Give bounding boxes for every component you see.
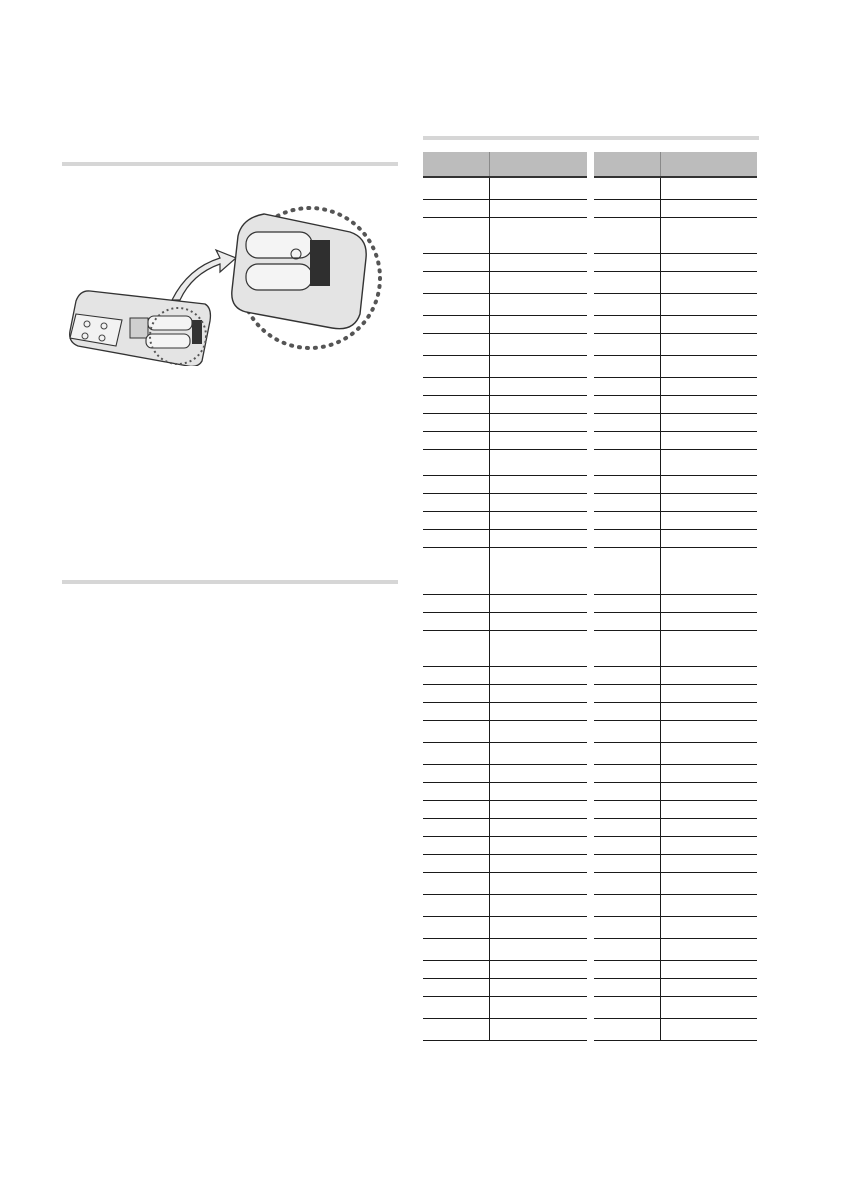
table-cell [594, 612, 661, 630]
table-row [594, 431, 757, 449]
table-cell [423, 764, 490, 782]
table-cell [661, 630, 758, 666]
table-cell [490, 836, 588, 854]
table-cell [594, 630, 661, 666]
table-cell [423, 872, 490, 894]
table-row [594, 377, 757, 395]
table-row [594, 395, 757, 413]
table-row [594, 177, 757, 199]
table-cell [661, 818, 758, 836]
table-cell [661, 271, 758, 293]
code-table-left [423, 152, 587, 1041]
table-cell [661, 511, 758, 529]
table-cell [423, 854, 490, 872]
table-cell [490, 293, 588, 315]
table-row [594, 684, 757, 702]
table-cell [423, 395, 490, 413]
table-row [594, 315, 757, 333]
table-row [423, 684, 587, 702]
table-cell [661, 449, 758, 475]
table-cell [594, 764, 661, 782]
zoomed-battery-compartment [232, 208, 380, 348]
table-cell [490, 529, 588, 547]
table-cell [490, 630, 588, 666]
table-row [594, 702, 757, 720]
table-cell [423, 413, 490, 431]
table-cell [490, 612, 588, 630]
table-row [423, 666, 587, 684]
table-row [423, 199, 587, 217]
table-row [594, 511, 757, 529]
table-cell [423, 800, 490, 818]
table-row [594, 872, 757, 894]
table-cell [490, 702, 588, 720]
table-row [423, 894, 587, 916]
table-row [423, 630, 587, 666]
table-cell [490, 253, 588, 271]
table-row [594, 413, 757, 431]
table-row [423, 764, 587, 782]
table-cell [661, 431, 758, 449]
table-cell [594, 177, 661, 199]
table-cell [423, 547, 490, 594]
table-row [594, 720, 757, 742]
table-cell [594, 836, 661, 854]
table-cell [661, 960, 758, 978]
table-cell [594, 315, 661, 333]
table-cell [661, 217, 758, 253]
table-cell [661, 764, 758, 782]
table-cell [594, 271, 661, 293]
table-row [594, 612, 757, 630]
table-cell [490, 355, 588, 377]
table-cell [423, 377, 490, 395]
table-cell [661, 594, 758, 612]
table-cell [423, 333, 490, 355]
table-cell [594, 720, 661, 742]
table-row [423, 431, 587, 449]
table-cell [423, 431, 490, 449]
table-cell [661, 702, 758, 720]
table-header-cell [490, 152, 588, 177]
table-row [594, 333, 757, 355]
table-cell [594, 511, 661, 529]
table-row [423, 594, 587, 612]
table-row [594, 854, 757, 872]
table-cell [423, 449, 490, 475]
table-row [594, 271, 757, 293]
table-row [594, 742, 757, 764]
table-cell [423, 996, 490, 1018]
table-row [594, 217, 757, 253]
table-row [594, 475, 757, 493]
table-row [423, 333, 587, 355]
table-row [594, 666, 757, 684]
table-cell [661, 836, 758, 854]
table-cell [661, 355, 758, 377]
table-cell [594, 978, 661, 996]
table-cell [661, 684, 758, 702]
table-cell [661, 529, 758, 547]
table-row [594, 916, 757, 938]
table-row [423, 702, 587, 720]
table-cell [594, 938, 661, 960]
table-cell [661, 872, 758, 894]
table-cell [490, 377, 588, 395]
table-cell [490, 413, 588, 431]
table-row [423, 978, 587, 996]
table-cell [490, 199, 588, 217]
table-row [423, 493, 587, 511]
table-cell [594, 684, 661, 702]
table-row [594, 764, 757, 782]
table-cell [594, 355, 661, 377]
table-cell [423, 271, 490, 293]
table-cell [490, 333, 588, 355]
table-cell [490, 764, 588, 782]
table-cell [423, 253, 490, 271]
table-cell [661, 547, 758, 594]
table-cell [423, 612, 490, 630]
table-cell [661, 666, 758, 684]
table-cell [661, 612, 758, 630]
table-row [594, 782, 757, 800]
table-cell [594, 666, 661, 684]
table-cell [594, 872, 661, 894]
table-cell [594, 854, 661, 872]
table-row [594, 493, 757, 511]
table-row [594, 293, 757, 315]
table-cell [490, 720, 588, 742]
table-cell [661, 413, 758, 431]
table-row [423, 818, 587, 836]
table-cell [490, 431, 588, 449]
table-header-row [594, 152, 757, 177]
table-cell [490, 872, 588, 894]
table-cell [594, 547, 661, 594]
table-row [423, 377, 587, 395]
arrow-icon [172, 250, 236, 300]
table-cell [490, 475, 588, 493]
table-cell [661, 854, 758, 872]
table-row [423, 742, 587, 764]
table-cell [490, 996, 588, 1018]
table-cell [594, 960, 661, 978]
table-cell [490, 547, 588, 594]
table-cell [490, 493, 588, 511]
table-cell [423, 493, 490, 511]
table-cell [661, 377, 758, 395]
table-row [423, 449, 587, 475]
table-cell [490, 271, 588, 293]
table-row [423, 217, 587, 253]
table-cell [423, 529, 490, 547]
table-cell [490, 742, 588, 764]
table-row [594, 800, 757, 818]
table-row [594, 894, 757, 916]
table-row [423, 253, 587, 271]
table-row [423, 854, 587, 872]
table-cell [594, 702, 661, 720]
code-table-right [594, 152, 757, 1041]
table-cell [490, 916, 588, 938]
table-cell [423, 742, 490, 764]
table-cell [594, 333, 661, 355]
table-cell [594, 782, 661, 800]
table-row [423, 293, 587, 315]
table-row [594, 355, 757, 377]
table-cell [423, 475, 490, 493]
table-cell [423, 315, 490, 333]
table-row [423, 800, 587, 818]
table-row [594, 1018, 757, 1040]
table-cell [594, 293, 661, 315]
table-row [594, 449, 757, 475]
table-cell [490, 818, 588, 836]
table-row [423, 547, 587, 594]
table-cell [490, 978, 588, 996]
table-cell [423, 199, 490, 217]
table-cell [490, 177, 588, 199]
table-cell [423, 594, 490, 612]
table-cell [661, 978, 758, 996]
table-cell [423, 702, 490, 720]
table-row [594, 199, 757, 217]
table-cell [661, 894, 758, 916]
table-cell [423, 720, 490, 742]
table-row [594, 594, 757, 612]
table-cell [594, 894, 661, 916]
table-cell [661, 938, 758, 960]
table-cell [661, 315, 758, 333]
table-cell [490, 315, 588, 333]
table-cell [594, 916, 661, 938]
table-cell [661, 493, 758, 511]
table-cell [661, 782, 758, 800]
table-cell [490, 594, 588, 612]
table-cell [661, 253, 758, 271]
table-cell [490, 395, 588, 413]
table-header-cell [661, 152, 758, 177]
table-cell [490, 800, 588, 818]
table-cell [594, 377, 661, 395]
table-cell [594, 529, 661, 547]
table-row [594, 630, 757, 666]
table-cell [490, 854, 588, 872]
table-cell [423, 177, 490, 199]
table-cell [423, 894, 490, 916]
table-cell [490, 1018, 588, 1040]
table-row [594, 938, 757, 960]
table-cell [661, 720, 758, 742]
table-cell [594, 217, 661, 253]
table-cell [423, 684, 490, 702]
table-cell [490, 684, 588, 702]
table-cell [490, 894, 588, 916]
table-cell [490, 960, 588, 978]
table-cell [594, 431, 661, 449]
table-cell [594, 818, 661, 836]
table-cell [594, 253, 661, 271]
table-cell [423, 293, 490, 315]
table-cell [594, 493, 661, 511]
table-header-row [423, 152, 587, 177]
table-cell [594, 594, 661, 612]
table-row [594, 547, 757, 594]
table-cell [594, 800, 661, 818]
table-row [423, 996, 587, 1018]
table-row [423, 413, 587, 431]
table-cell [661, 475, 758, 493]
table-cell [423, 511, 490, 529]
table-cell [423, 916, 490, 938]
table-row [423, 836, 587, 854]
table-row [594, 253, 757, 271]
table-row [423, 1018, 587, 1040]
table-row [423, 177, 587, 199]
table-cell [423, 630, 490, 666]
table-row [594, 529, 757, 547]
table-row [423, 720, 587, 742]
table-cell [423, 1018, 490, 1040]
table-header-cell [594, 152, 661, 177]
table-cell [661, 916, 758, 938]
table-row [594, 836, 757, 854]
table-cell [423, 355, 490, 377]
table-cell [490, 782, 588, 800]
table-cell [423, 978, 490, 996]
table-row [423, 782, 587, 800]
table-cell [423, 782, 490, 800]
table-header-cell [423, 152, 490, 177]
table-row [423, 938, 587, 960]
section-divider-top [62, 162, 398, 166]
table-cell [661, 996, 758, 1018]
table-row [423, 395, 587, 413]
table-row [423, 916, 587, 938]
table-cell [423, 836, 490, 854]
table-cell [490, 511, 588, 529]
table-row [423, 475, 587, 493]
table-cell [661, 293, 758, 315]
table-row [594, 960, 757, 978]
table-cell [490, 666, 588, 684]
table-cell [594, 395, 661, 413]
table-cell [490, 217, 588, 253]
table-cell [661, 1018, 758, 1040]
table-cell [594, 449, 661, 475]
table-cell [594, 199, 661, 217]
section-divider-bottom [62, 580, 398, 584]
table-cell [490, 938, 588, 960]
table-cell [594, 1018, 661, 1040]
table-row [423, 271, 587, 293]
table-cell [423, 666, 490, 684]
table-row [423, 612, 587, 630]
table-cell [661, 333, 758, 355]
table-row [423, 872, 587, 894]
table-row [423, 511, 587, 529]
table-cell [423, 960, 490, 978]
battery-installation-illustration [60, 196, 390, 366]
table-cell [594, 996, 661, 1018]
table-cell [661, 395, 758, 413]
table-cell [490, 449, 588, 475]
table-row [423, 529, 587, 547]
table-row [594, 996, 757, 1018]
table-cell [594, 475, 661, 493]
table-section-divider [423, 136, 759, 140]
table-cell [423, 217, 490, 253]
table-cell [661, 742, 758, 764]
table-cell [661, 177, 758, 199]
table-row [423, 355, 587, 377]
table-row [423, 315, 587, 333]
table-cell [594, 413, 661, 431]
table-row [594, 978, 757, 996]
table-cell [661, 199, 758, 217]
table-cell [594, 742, 661, 764]
table-row [423, 960, 587, 978]
table-row [594, 818, 757, 836]
table-cell [423, 818, 490, 836]
table-cell [661, 800, 758, 818]
table-cell [423, 938, 490, 960]
